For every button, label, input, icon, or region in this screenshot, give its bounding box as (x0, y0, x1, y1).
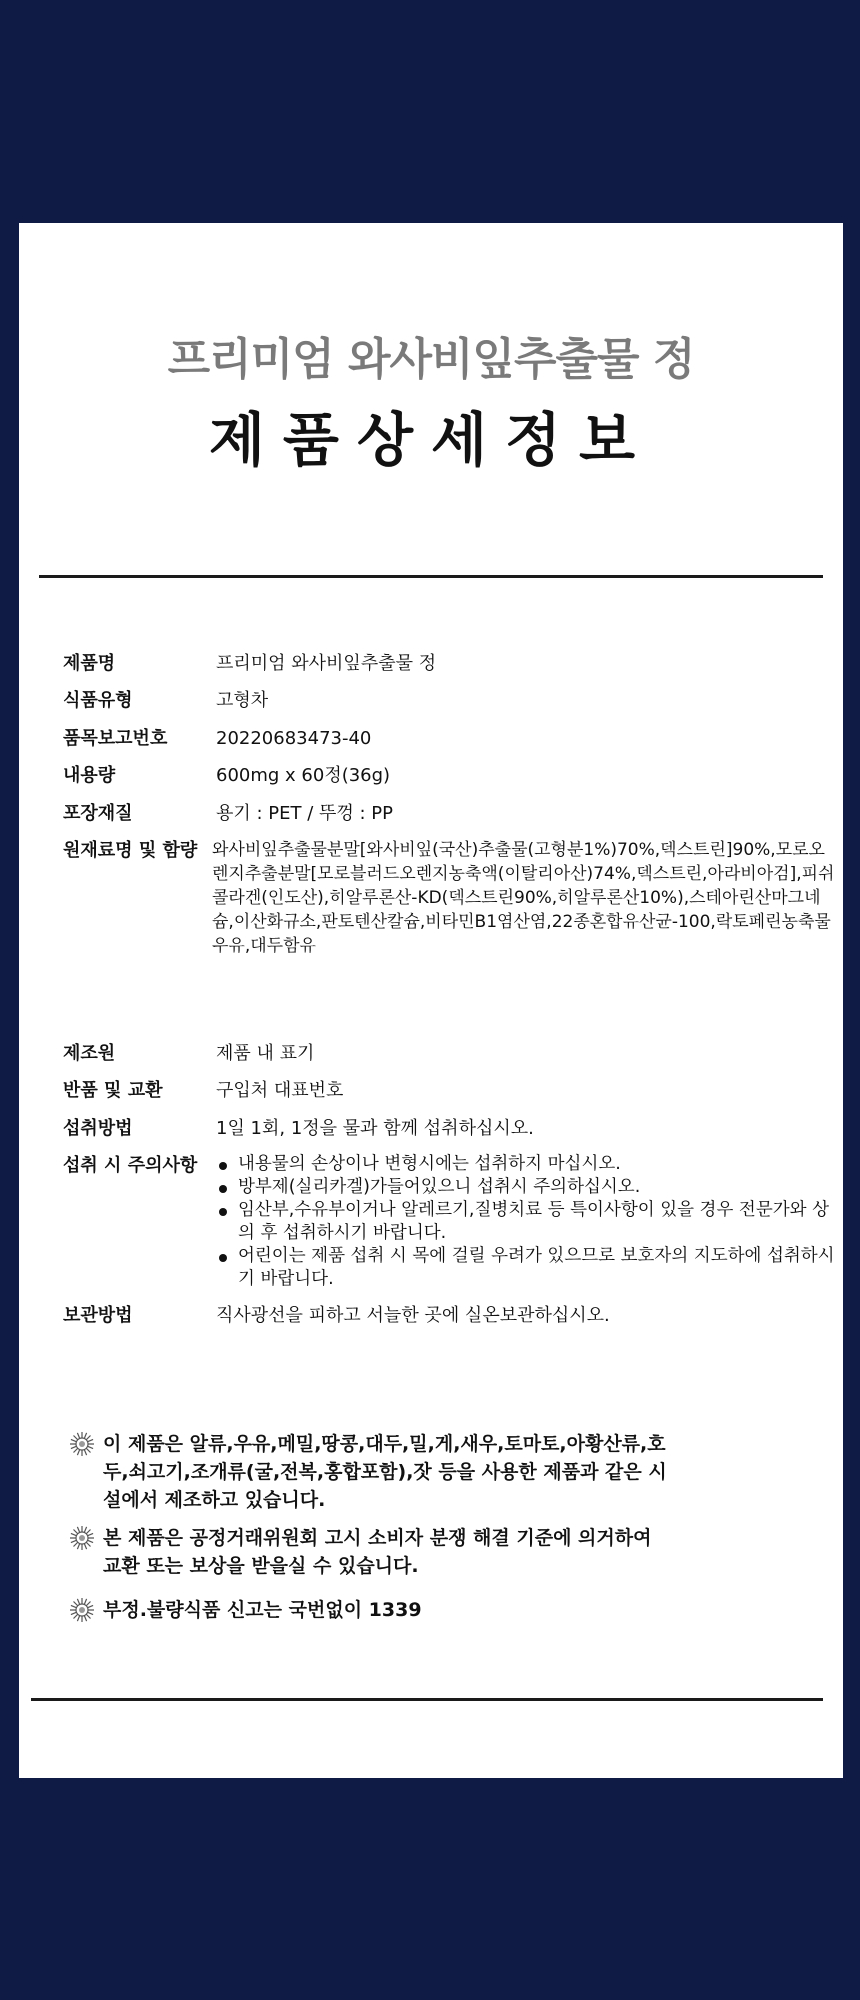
product-subtitle: 프리미엄 와사비잎추출물 정 (167, 334, 695, 385)
info-value: 20220683473-40 (216, 728, 372, 749)
product-detail-card (19, 223, 843, 1778)
info-table-bottom (63, 1041, 843, 1328)
caution-item: 방부제(실리카겔)가들어있으니 섭취시 주의하십시오. (216, 1176, 839, 1199)
page-title: 제품상세정보 (208, 406, 654, 474)
info-row-intake (63, 1116, 843, 1153)
info-row-packaging (63, 801, 843, 838)
info-table-top (63, 651, 843, 958)
info-label: 포장재질 (63, 803, 133, 824)
info-value: 고형차 (216, 690, 269, 711)
divider-bottom (31, 1698, 823, 1701)
info-label: 반품 및 교환 (63, 1080, 163, 1101)
info-value: 구입처 대표번호 (216, 1080, 344, 1101)
divider-top (39, 575, 823, 578)
info-row-ingredients (63, 838, 843, 958)
info-value: 직사광선을 피하고 서늘한 곳에 실온보관하십시오. (216, 1305, 610, 1326)
info-value: 600mg x 60정(36g) (216, 765, 391, 786)
notice-compensation (69, 1524, 669, 1580)
info-value: 1일 1회, 1정을 물과 함께 섭취하십시오. (216, 1118, 534, 1139)
info-label: 섭취 시 주의사항 (63, 1155, 198, 1176)
info-row-content-amount (63, 763, 843, 801)
info-label: 보관방법 (63, 1305, 133, 1326)
info-label: 섭취방법 (63, 1118, 133, 1139)
caution-item: 어린이는 제품 섭취 시 목에 걸릴 우려가 있으므로 보호자의 지도하에 섭취하시기 바랍니다. (216, 1245, 839, 1291)
info-row-returns (63, 1078, 843, 1116)
notice-text: 본 제품은 공정거래위원회 고시 소비자 분쟁 해결 기준에 의거하여 교환 또는 보상을 받을실 수 있습니다. (103, 1527, 652, 1577)
info-label: 내용량 (63, 765, 116, 786)
caution-list (216, 1153, 839, 1291)
info-row-cautions (63, 1153, 843, 1291)
caution-item: 임산부,수유부이거나 알레르기,질병치료 등 특이사항이 있을 경우 전문가와 상의 후 섭취하시기 바랍니다. (216, 1199, 839, 1245)
notice-text: 부정.불량식품 신고는 국번없이 1339 (103, 1599, 422, 1621)
sun-burst-icon (69, 1525, 95, 1551)
info-row-maker (63, 1041, 843, 1078)
info-label: 품목보고번호 (63, 728, 168, 749)
caution-item: 내용물의 손상이나 변형시에는 섭취하지 마십시오. (216, 1153, 839, 1176)
info-label: 식품유형 (63, 690, 133, 711)
info-label: 원재료명 및 함량 (63, 840, 198, 861)
sun-burst-icon (69, 1597, 95, 1623)
info-row-food-type (63, 688, 843, 726)
notice-allergen (69, 1430, 669, 1514)
info-label: 제품명 (63, 653, 116, 674)
sun-burst-icon (69, 1431, 95, 1457)
info-value: 용기 : PET / 뚜껑 : PP (216, 803, 394, 824)
info-row-storage (63, 1303, 843, 1328)
notice-list (69, 1430, 669, 1634)
notice-report-hotline (69, 1596, 669, 1624)
info-value: 제품 내 표기 (216, 1043, 315, 1064)
info-value: 프리미엄 와사비잎추출물 정 (216, 653, 437, 674)
info-value: 와사비잎추출물분말[와사비잎(국산)추출물(고형분1%)70%,덱스트린]90%,모로오렌지추출분말[모로블러드오렌지농축액(이탈리아산)74%,덱스트린,아라비아검],피쉬콜라겐(인도산),히알루론산-KD(덱스트린90%,히알루론산10%),스테아린산마그네슘,이산화규소,판토텐산칼슘,비타민B1염산염,22종혼합유산균-100,락토페린농축물 우유,대두함유 (212, 840, 835, 956)
info-row-product-name (63, 651, 843, 688)
info-row-report-number (63, 726, 843, 763)
notice-text: 이 제품은 알류,우유,메밀,땅콩,대두,밀,게,새우,토마토,아황산류,호두,쇠고기,조개류(굴,전복,홍합포함),잣 등을 사용한 제품과 같은 시설에서 제조하고 있습니다. (103, 1433, 667, 1511)
info-label: 제조원 (63, 1043, 116, 1064)
